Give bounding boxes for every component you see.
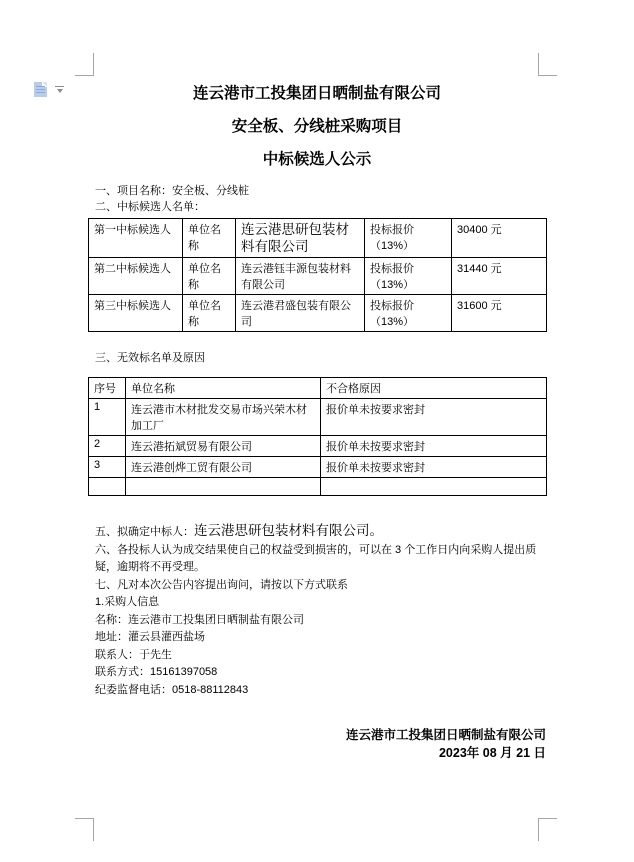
candidate-price-cell: 31600 元	[452, 295, 547, 332]
header-company-cell: 单位名称	[126, 378, 321, 399]
signature-block	[88, 727, 546, 762]
invalid-bids-table	[88, 377, 547, 496]
section-candidate-list-heading: 二、中标候选人名单：	[95, 201, 205, 213]
candidate-company-cell: 连云港钰丰源包装材料有限公司	[236, 258, 365, 295]
table-row	[89, 295, 547, 332]
crop-mark-bottom-right-icon	[538, 818, 557, 841]
candidate-company-cell: 连云港思研包装材料有限公司	[236, 219, 365, 258]
crop-mark-top-left-icon	[75, 53, 94, 76]
candidate-rank-cell: 第一中标候选人	[89, 219, 183, 258]
invalid-no-cell	[89, 478, 126, 496]
purchaser-address: 地址：灌云县灌西盐场	[95, 631, 205, 643]
invalid-company-cell: 连云港拓斌贸易有限公司	[126, 436, 321, 457]
header-reason-cell: 不合格原因	[321, 378, 547, 399]
section-invalid-bids-heading: 三、无效标名单及原因	[95, 352, 205, 364]
candidate-price-label-cell: 投标报价（13%）	[365, 258, 452, 295]
candidate-price-label-cell: 投标报价（13%）	[365, 219, 452, 258]
invalid-company-cell	[126, 478, 321, 496]
purchaser-contact-person: 联系人：于先生	[95, 648, 172, 661]
candidate-name-label-cell: 单位名称	[183, 219, 236, 258]
table-row-empty	[89, 478, 547, 496]
table-row	[89, 258, 547, 295]
title-notice: 中标候选人公示	[262, 151, 372, 168]
invalid-company-cell: 连云港市木材批发交易市场兴荣木材加工厂	[126, 399, 321, 436]
clause-objection-line2: 疑，逾期将不再受理。	[95, 561, 205, 573]
invalid-company-cell: 连云港创烨工贸有限公司	[126, 457, 321, 478]
invalid-reason-cell: 报价单未按要求密封	[321, 457, 547, 478]
crop-mark-top-right-icon	[538, 53, 557, 76]
title-project: 安全板、分线桩采购项目	[231, 118, 403, 135]
candidate-price-cell: 30400 元	[452, 219, 547, 258]
purchaser-supervision-phone: 纪委监督电话：0518-88112843	[95, 683, 249, 696]
text-lines-icon	[36, 86, 45, 94]
invalid-no-cell: 1	[89, 399, 126, 436]
clause-winner-company: 连云港思研包装材料有限公司。	[194, 523, 383, 538]
signature-company: 连云港市工投集团日晒制盐有限公司	[345, 728, 546, 742]
purchaser-phone: 联系方式：15161397058	[95, 666, 218, 678]
candidate-name-label-cell: 单位名称	[183, 258, 236, 295]
candidate-price-cell: 31440 元	[452, 258, 547, 295]
invalid-reason-cell: 报价单未按要求密封	[321, 436, 547, 457]
invalid-no-cell: 3	[89, 457, 126, 478]
candidate-company-cell: 连云港君盛包装有限公司	[236, 295, 365, 332]
paste-options-icon	[34, 82, 47, 97]
section-project-name: 一、项目名称：安全板、分线桩	[95, 185, 249, 197]
clause-objection-line1: 六、各投标人认为成交结果使自己的权益受到损害的，可以在 3 个工作日内向采购人提出质	[95, 543, 537, 556]
table-header-row	[89, 378, 547, 399]
invalid-no-cell: 2	[89, 436, 126, 457]
table-row	[89, 436, 547, 457]
header-no-cell: 序号	[89, 378, 126, 399]
signature-date: 2023年 08 月 21 日	[438, 745, 546, 760]
table-row	[89, 399, 547, 436]
crop-mark-bottom-left-icon	[75, 818, 94, 841]
invalid-reason-cell: 报价单未按要求密封	[321, 399, 547, 436]
candidate-rank-cell: 第二中标候选人	[89, 258, 183, 295]
invalid-reason-cell	[321, 478, 547, 496]
table-row	[89, 219, 547, 258]
candidates-table	[88, 218, 547, 332]
candidate-rank-cell: 第三中标候选人	[89, 295, 183, 332]
clause-contact: 七、凡对本次公告内容提出询问，请按以下方式联系	[95, 578, 348, 591]
purchaser-name: 名称：连云港市工投集团日晒制盐有限公司	[95, 613, 304, 626]
candidate-name-label-cell: 单位名称	[183, 295, 236, 332]
clause-winner	[88, 522, 546, 542]
clauses-block	[88, 522, 546, 699]
title-company: 连云港市工投集团日晒制盐有限公司	[192, 85, 441, 102]
purchaser-heading: 1.采购人信息	[95, 596, 160, 608]
dropdown-arrow-icon[interactable]	[55, 86, 64, 93]
paste-options-button[interactable]	[33, 80, 67, 100]
table-row	[89, 457, 547, 478]
candidate-price-label-cell: 投标报价（13%）	[365, 295, 452, 332]
document-body	[88, 76, 546, 762]
clause-winner-prefix: 五、拟确定中标人：	[95, 526, 194, 538]
